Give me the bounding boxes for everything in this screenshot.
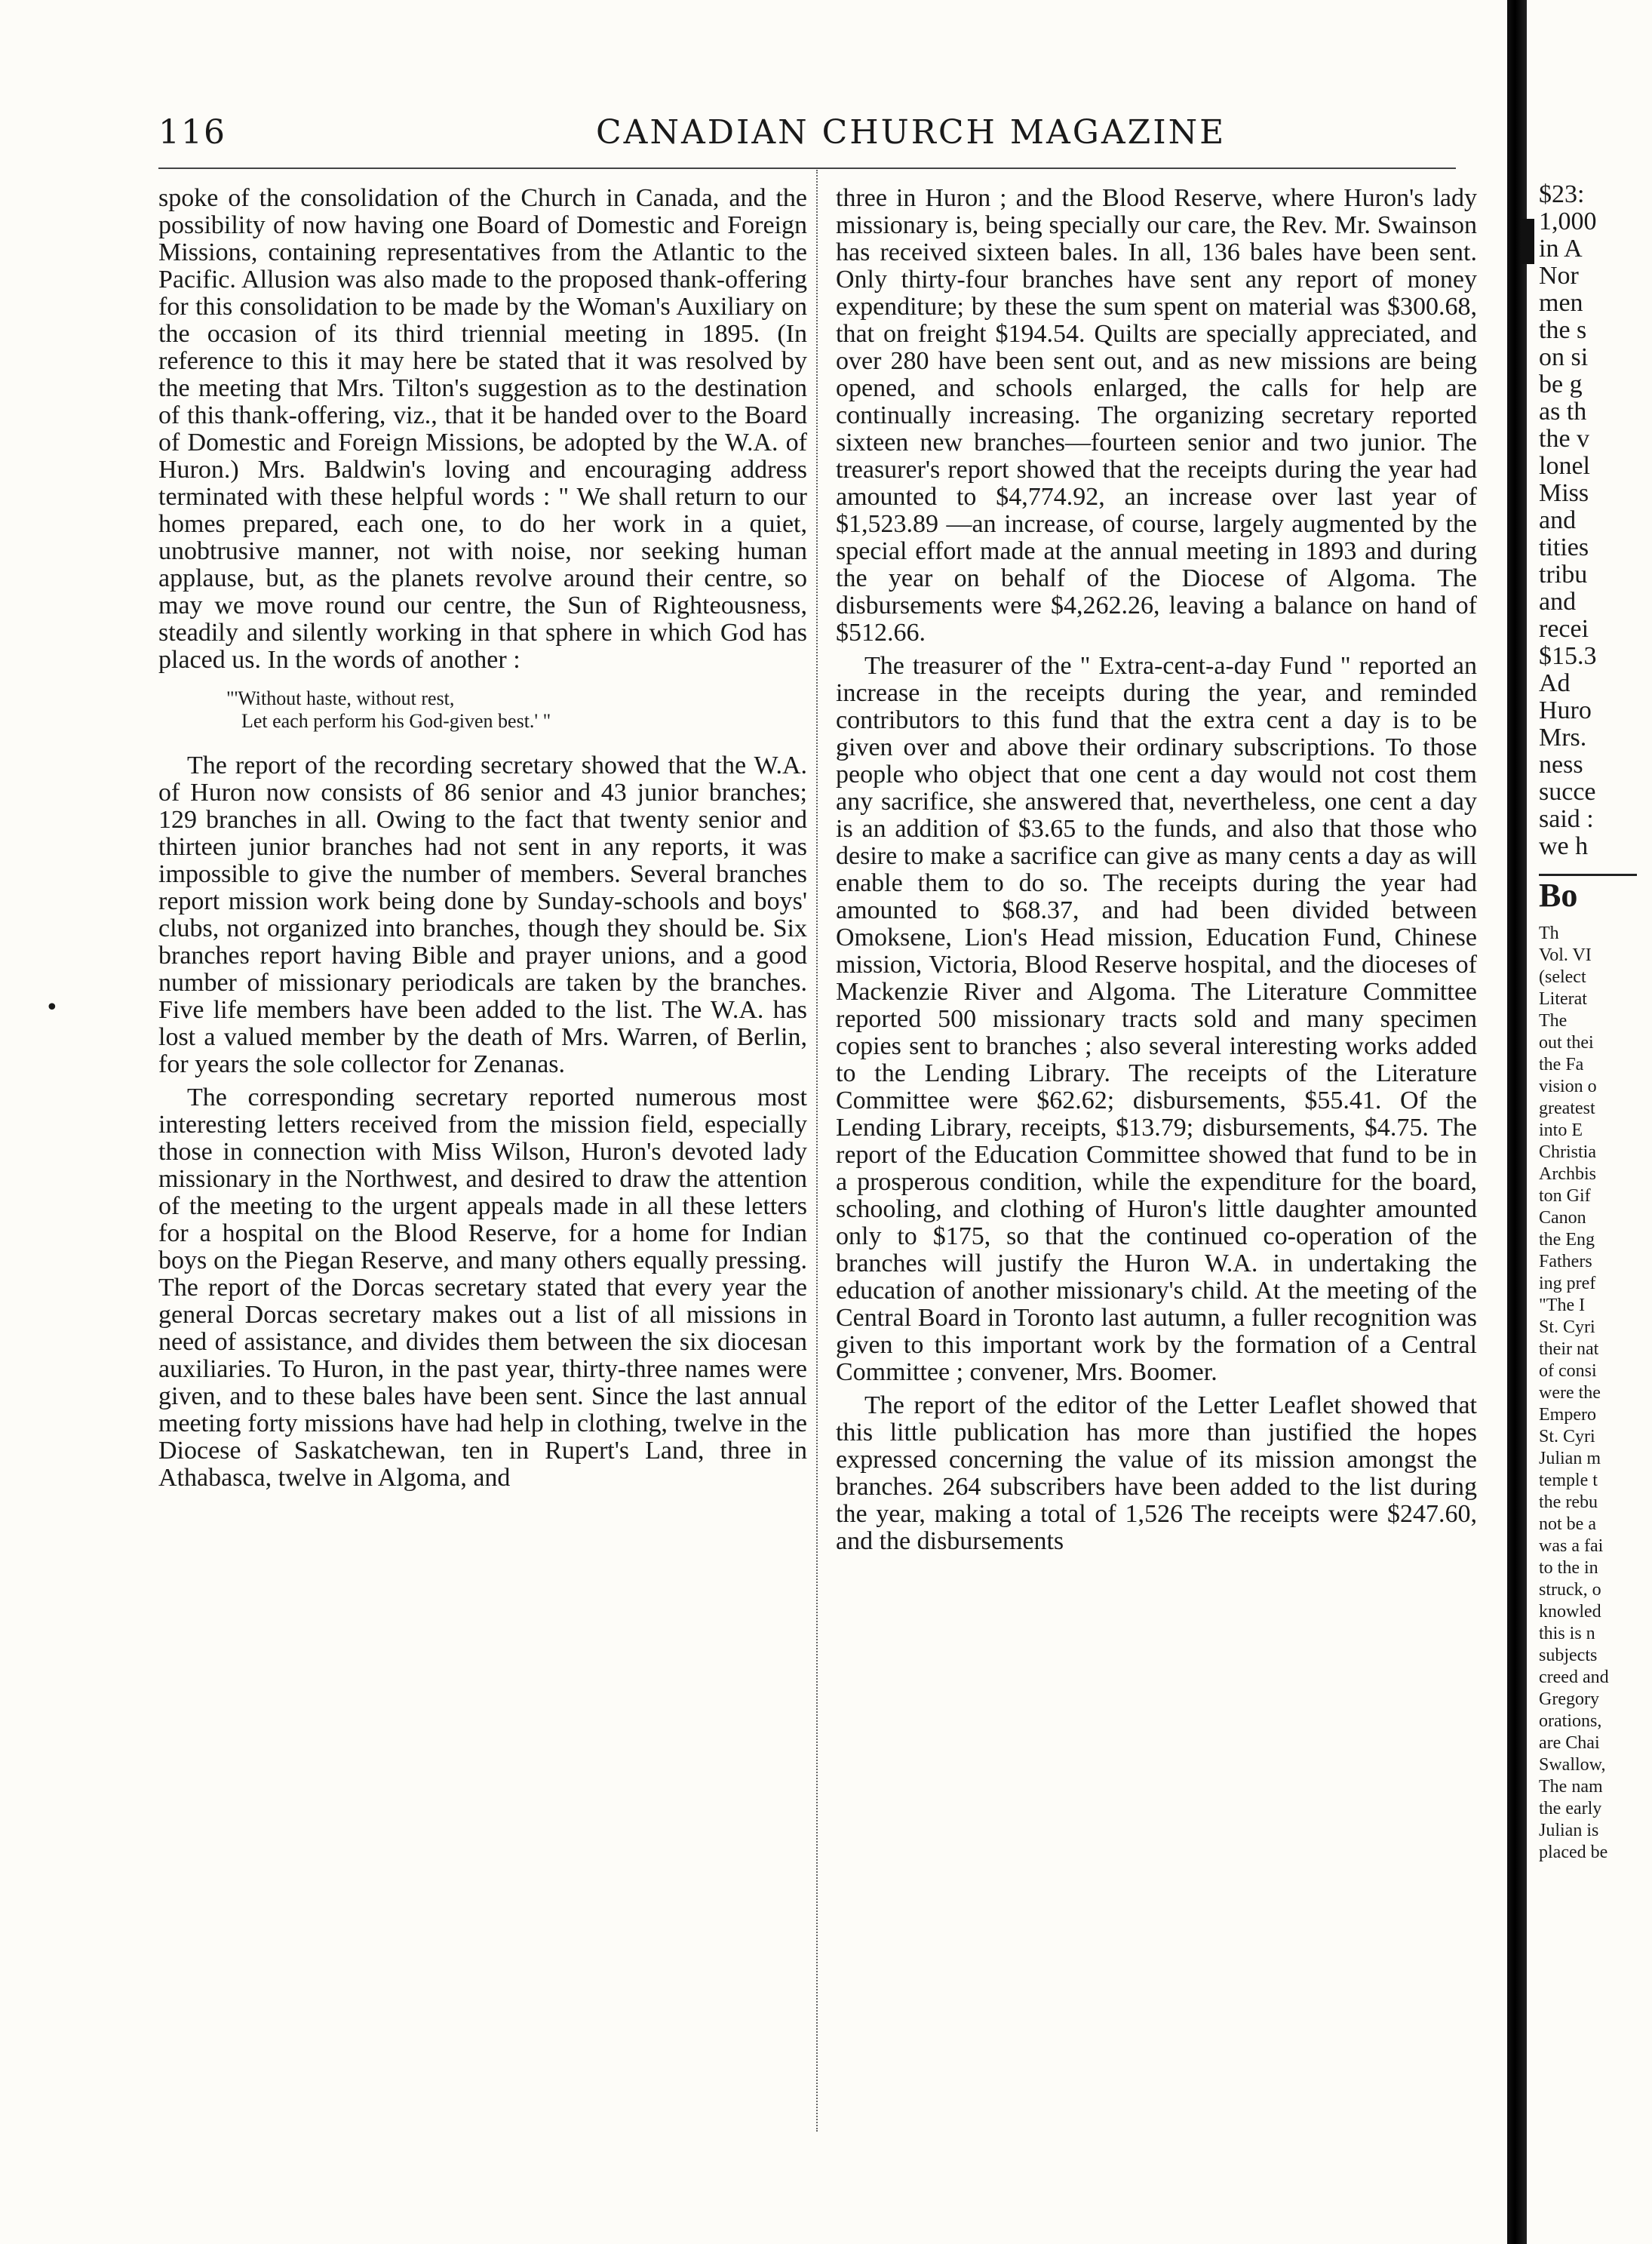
fragment-line: succe	[1539, 778, 1596, 806]
fragment-line: and	[1539, 588, 1577, 616]
fragment-line: "The I	[1539, 1296, 1586, 1315]
fragment-line: of consi	[1539, 1361, 1597, 1381]
column-divider	[816, 170, 818, 2132]
fragment-line: (select	[1539, 967, 1586, 987]
fragment-line: Literat	[1539, 989, 1587, 1009]
fragment-line: Canon	[1539, 1208, 1586, 1228]
verse-line: Let each perform his God-given best.' "	[241, 710, 551, 732]
fragment-line: placed be	[1539, 1843, 1608, 1862]
verse-line: "'Without haste, without rest,	[226, 687, 455, 709]
margin-mark: •	[45, 994, 59, 1021]
fragment-line: Huro	[1539, 696, 1592, 724]
paragraph: The corresponding secretary reported numerous most interesting letters received from the mission field, especially those in connection with Miss Wilson, Huron's devoted lady missionary in the Northwest, and desired to draw the attention of the meeting to the urgent appeals made in all these letters for a hospital on the Blood Reserve, for a home for Indian boys on the Piegan Reserve, and many others equally pressing. The report of the Dorcas secretary stated that every year the general Dorcas secretary makes out a list of all missions in need of assistance, and divides them between the six diocesan auxiliaries. To Huron, in the past year, thirty-three names were given, and to these bales have been sent. Since the last annual meeting forty missions have had help in clothing, twelve in the Diocese of Saskatchewan, ten in Rupert's Land, three in Athabasca, twelve in Algoma, and	[158, 1084, 807, 1492]
fragment-line: temple t	[1539, 1471, 1598, 1490]
middle-column	[836, 185, 1477, 2116]
fragment-line: said :	[1539, 805, 1594, 833]
fragment-line: Gregory	[1539, 1689, 1599, 1709]
fragment-line: Vol. VI	[1539, 945, 1592, 965]
fragment-line: Mrs.	[1539, 724, 1587, 752]
fragment-line: to the in	[1539, 1558, 1598, 1578]
fragment-line: Fathers	[1539, 1252, 1592, 1271]
adjacent-page-fragment	[1539, 181, 1652, 2218]
fragment-line: 1,000	[1539, 207, 1597, 235]
page-binding-shadow	[1507, 0, 1527, 2244]
fragment-line: in A	[1539, 235, 1583, 263]
fragment-line: as th	[1539, 398, 1587, 426]
fragment-line: tribu	[1539, 561, 1588, 589]
magazine-title: CANADIAN CHURCH MAGAZINE	[596, 113, 1227, 152]
section-rule	[1539, 874, 1637, 876]
fragment-line: ness	[1539, 751, 1583, 779]
fragment-line: The nam	[1539, 1777, 1603, 1797]
fragment-line: the early	[1539, 1799, 1602, 1818]
fragment-line: Ad	[1539, 669, 1571, 697]
fragment-line: was a fai	[1539, 1536, 1604, 1556]
fragment-line: we h	[1539, 832, 1589, 860]
section-heading-fragment: Bo	[1539, 877, 1578, 914]
fragment-line: the rebu	[1539, 1492, 1598, 1512]
quoted-verse	[226, 687, 807, 733]
fragment-line: this is n	[1539, 1624, 1595, 1643]
fragment-line: orations,	[1539, 1711, 1602, 1731]
fragment-line: their nat	[1539, 1339, 1599, 1359]
page-number: 116	[158, 113, 226, 152]
paragraph: spoke of the consolidation of the Church in Canada, and the possibility of now having one Board of Domestic and Foreign Missions, containing representatives from the Atlantic to the Pacific. Allusion was also made to the proposed thank-offering for this consolidation to be made by the Woman's Auxiliary on the occasion of its third triennial meeting in 1895. (In reference to this it may here be stated that it was resolved by the meeting that Mrs. Tilton's suggestion as to the destination of this thank-offering, viz., that it be handed over to the Board of Domestic and Foreign Missions, be adopted by the W.A. of Huron.) Mrs. Baldwin's loving and encouraging address terminated with these helpful words : " We shall return to our homes prepared, each one, to do her work in a quiet, unobtrusive manner, not with noise, nor seeking human applause, but, as the planets revolve around their centre, so may we move round our centre, the Sun of Righteousness, steadily and silently working in that sphere in which God has placed us. In the words of another :	[158, 185, 807, 674]
fragment-line: Christia	[1539, 1142, 1596, 1162]
binding-notch	[1521, 219, 1534, 264]
fragment-line: Julian m	[1539, 1449, 1601, 1468]
fragment-line: the Eng	[1539, 1230, 1595, 1250]
fragment-line: not be a	[1539, 1514, 1596, 1534]
fragment-line: Empero	[1539, 1405, 1596, 1425]
fragment-line: Th	[1539, 924, 1559, 943]
fragment-line: the Fa	[1539, 1055, 1584, 1074]
fragment-line: St. Cyri	[1539, 1317, 1595, 1337]
page-header	[158, 113, 1456, 166]
fragment-line: recei	[1539, 615, 1589, 643]
fragment-line: tities	[1539, 533, 1589, 561]
fragment-line: vision o	[1539, 1077, 1597, 1096]
fragment-line: ton Gif	[1539, 1186, 1591, 1206]
fragment-line: creed and	[1539, 1668, 1609, 1687]
fragment-line: Nor	[1539, 262, 1579, 290]
fragment-line: into E	[1539, 1120, 1583, 1140]
fragment-line: The	[1539, 1011, 1568, 1031]
fragment-line: knowled	[1539, 1602, 1601, 1622]
fragment-line: out thei	[1539, 1033, 1594, 1053]
left-column	[158, 185, 807, 2116]
paragraph: The report of the editor of the Letter Leaflet showed that this little publication has more than justified the hopes expressed concerning the value of its mission amongst the branches. 264 subscribers have been added to the list during the year, making a total of 1,526 The receipts were $247.60, and the disbursements	[836, 1391, 1477, 1555]
fragment-line: $15.3	[1539, 642, 1597, 670]
fragment-line: be g	[1539, 370, 1583, 398]
fragment-line: the v	[1539, 425, 1590, 453]
fragment-lower-block	[1539, 923, 1652, 1864]
fragment-line: struck, o	[1539, 1580, 1601, 1600]
fragment-line: are Chai	[1539, 1733, 1600, 1753]
fragment-line: Julian is	[1539, 1821, 1599, 1840]
fragment-line: and	[1539, 506, 1577, 534]
paragraph: The report of the recording secretary showed that the W.A. of Huron now consists of 86 senior and 43 junior branches; 129 branches in all. Owing to the fact that twenty senior and thirteen junior branches had not sent in any reports, it was impossible to give the number of members. Several branches report mission work being done by Sunday-schools and boys' clubs, not organized into branches, though they should be. Six branches report having Bible and prayer unions, and a good number of missionary periodicals are taken by the branches. Five life members have been added to the list. The W.A. has lost a valued member by the death of Mrs. Warren, of Berlin, for years the sole collector for Zenanas.	[158, 752, 807, 1078]
fragment-line: $23:	[1539, 181, 1585, 208]
fragment-line: were the	[1539, 1383, 1601, 1403]
fragment-line: ing pref	[1539, 1274, 1596, 1293]
header-rule	[158, 168, 1456, 169]
fragment-line: lonel	[1539, 452, 1590, 480]
fragment-line: men	[1539, 289, 1583, 317]
paragraph: three in Huron ; and the Blood Reserve, where Huron's lady missionary is, being specially our care, the Rev. Mr. Swainson has received sixteen bales. In all, 136 bales have been sent. Only thirty-four branches have sent any report of money expenditure; by these the sum spent on material was $300.68, that on freight $194.54. Quilts are specially appreciated, and over 280 have been sent out, and as new missions are being opened, and schools enlarged, the calls for help are continually increasing. The organizing secretary reported sixteen new branches—fourteen senior and two junior. The treasurer's report showed that the receipts during the year had amounted to $4,774.92, an increase over last year of $1,523.89 —an increase, of course, largely augmented by the special effort made at the annual meeting in 1893 and during the year on behalf of the Diocese of Algoma. The disbursements were $4,262.26, leaving a balance on hand of $512.66.	[836, 185, 1477, 647]
fragment-line: the s	[1539, 316, 1587, 344]
paragraph: The treasurer of the " Extra-cent-a-day Fund " reported an increase in the receipts during the year, and reminded contributors to this fund that the extra cent a day is to be given over and above their ordinary subscriptions. To those people who object that one cent a day would not cost them any sacrifice, she answered that, nevertheless, one cent a day is an addition of $3.65 to the funds, and also that those who desire to make a sacrifice can give as many cents a day as will enable them to do so. The receipts during the year had amounted to $68.37, and had been divided between Omoksene, Lion's Head mission, Education Fund, Chinese mission, Victoria, Blood Reserve hospital, and the dioceses of Mackenzie River and Algoma. The Literature Committee reported 500 missionary tracts sold and many specimen copies sent to branches ; also several interesting works added to the Lending Library. The receipts of the Literature Committee were $62.62; disbursements, $55.41. Of the Lending Library, receipts, $13.79; disbursements, $4.75. The report of the Education Committee showed that fund to be in a prosperous condition, while the expenditure for the board, schooling, and clothing of Huron's little daughter amounted only to $175, so that the continued co-operation of the branches will justify the Huron W.A. in undertaking the education of another missionary's child. At the meeting of the Central Board in Toronto last autumn, a fuller recognition was given to this important work by the formation of a Central Committee ; convener, Mrs. Boomer.	[836, 652, 1477, 1386]
fragment-line: greatest	[1539, 1099, 1595, 1118]
fragment-line: Swallow,	[1539, 1755, 1606, 1775]
fragment-line: Miss	[1539, 479, 1589, 507]
fragment-upper-block	[1539, 181, 1652, 860]
fragment-line: on si	[1539, 343, 1589, 371]
fragment-line: subjects	[1539, 1646, 1598, 1665]
fragment-line: St. Cyri	[1539, 1427, 1595, 1446]
fragment-line: Archbis	[1539, 1164, 1596, 1184]
